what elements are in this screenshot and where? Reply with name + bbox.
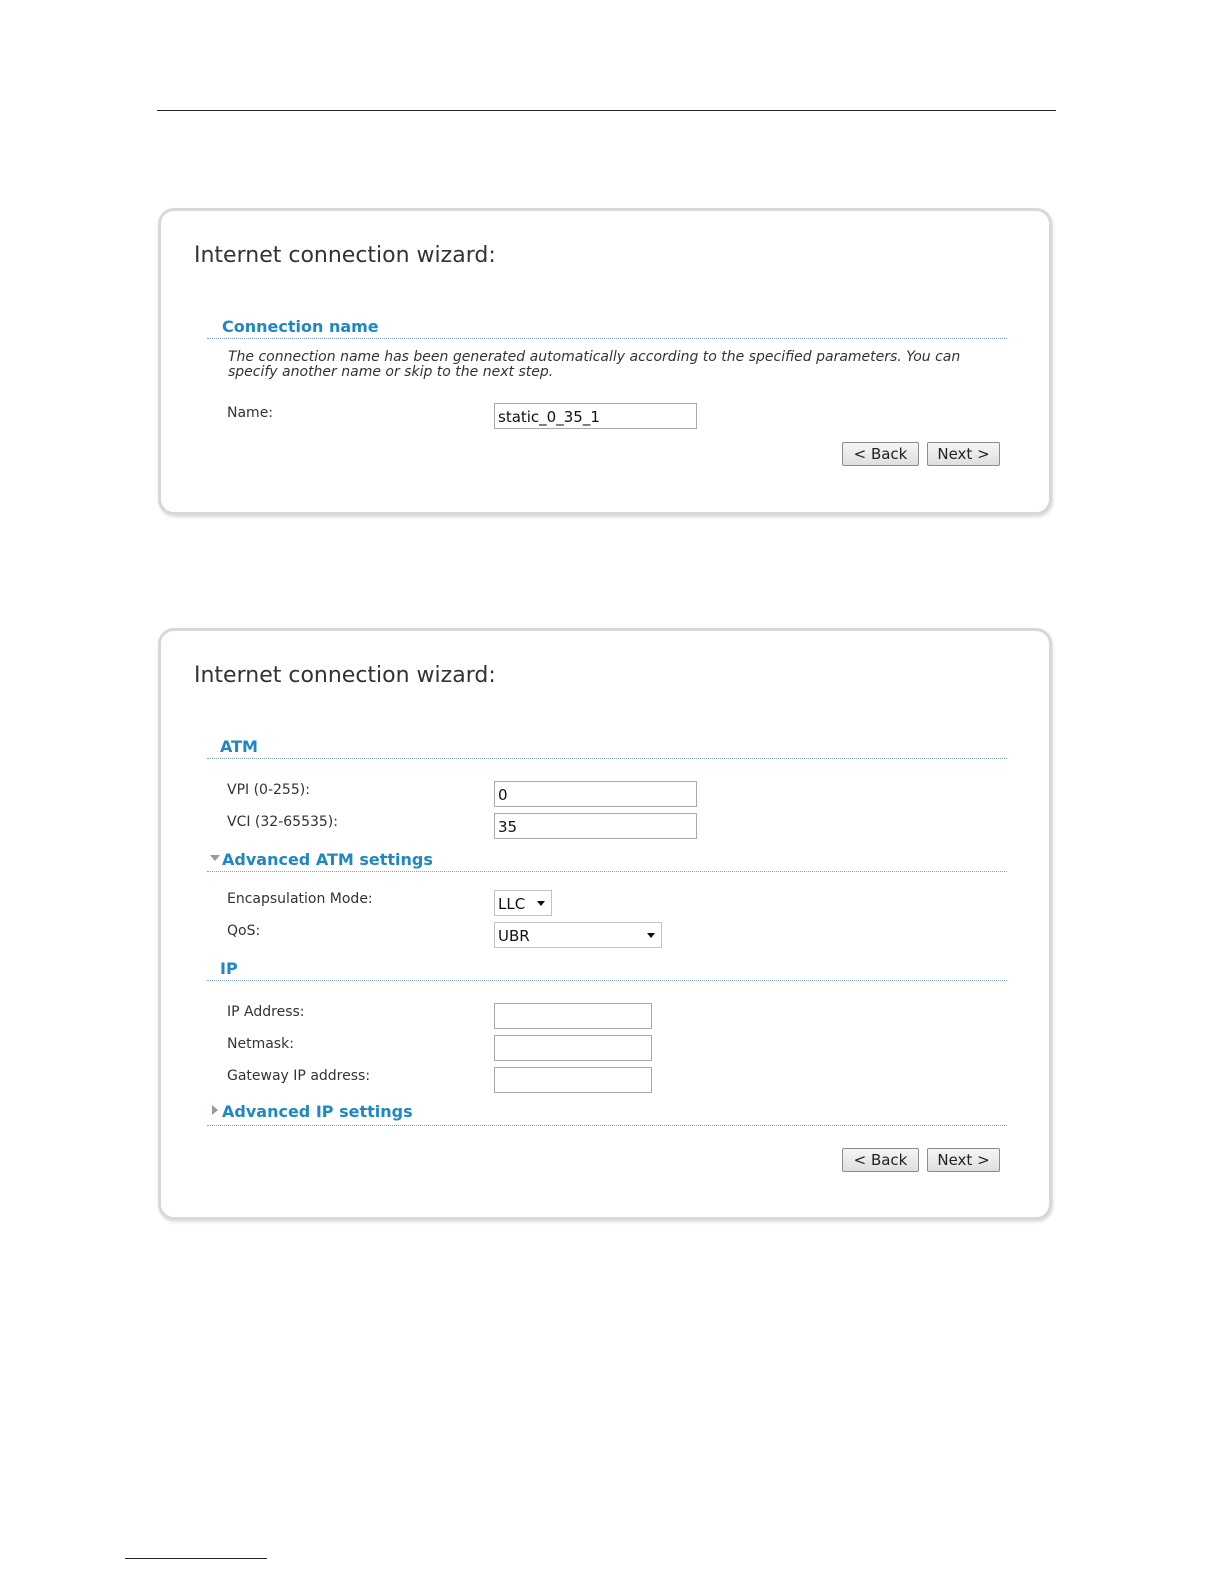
section-title-advanced-ip-settings[interactable]: Advanced IP settings	[222, 1102, 413, 1121]
page-top-rule	[157, 110, 1056, 111]
vci-label: VCI (32-65535):	[227, 814, 338, 830]
name-input[interactable]: static_0_35_1	[494, 403, 697, 429]
wizard-title: Internet connection wizard:	[194, 243, 496, 268]
wizard-panel-connection-name	[158, 208, 1052, 515]
connection-name-description: The connection name has been generated automatically according to the specified parameters. You can specify another name or skip to the next step.	[228, 349, 961, 380]
page-bottom-rule	[125, 1558, 267, 1559]
section-divider	[207, 758, 1007, 759]
section-divider	[207, 980, 1007, 981]
vpi-input[interactable]: 0	[494, 781, 697, 807]
encapsulation-mode-label: Encapsulation Mode:	[227, 891, 373, 907]
vpi-label: VPI (0-255):	[227, 782, 310, 798]
section-divider	[207, 338, 1007, 339]
section-title-ip: IP	[220, 959, 238, 978]
chevron-down-icon	[647, 933, 655, 938]
section-title-advanced-atm-settings[interactable]: Advanced ATM settings	[222, 850, 433, 869]
encapsulation-mode-value: LLC	[498, 895, 526, 913]
netmask-input[interactable]	[494, 1035, 652, 1061]
section-divider	[207, 1125, 1007, 1126]
chevron-down-icon	[537, 901, 545, 906]
encapsulation-mode-select[interactable]	[494, 890, 552, 916]
qos-select[interactable]	[494, 922, 662, 948]
next-button[interactable]: Next >	[927, 1148, 1000, 1172]
section-title-connection-name: Connection name	[222, 317, 379, 336]
next-button[interactable]: Next >	[927, 442, 1000, 466]
back-button[interactable]: < Back	[842, 442, 919, 466]
vci-input[interactable]: 35	[494, 813, 697, 839]
wizard-panel-atm-ip	[158, 628, 1052, 1220]
wizard-title: Internet connection wizard:	[194, 663, 496, 688]
gateway-ip-input[interactable]	[494, 1067, 652, 1093]
section-title-atm: ATM	[220, 737, 258, 756]
ip-address-input[interactable]	[494, 1003, 652, 1029]
qos-label: QoS:	[227, 923, 261, 939]
section-divider	[207, 871, 1007, 872]
gateway-ip-label: Gateway IP address:	[227, 1068, 371, 1084]
name-label: Name:	[227, 405, 274, 421]
netmask-label: Netmask:	[227, 1036, 294, 1052]
back-button[interactable]: < Back	[842, 1148, 919, 1172]
ip-address-label: IP Address:	[227, 1004, 305, 1020]
expand-arrow-down-icon[interactable]	[210, 855, 220, 861]
qos-value: UBR	[498, 927, 530, 945]
expand-arrow-right-icon[interactable]	[212, 1105, 218, 1115]
